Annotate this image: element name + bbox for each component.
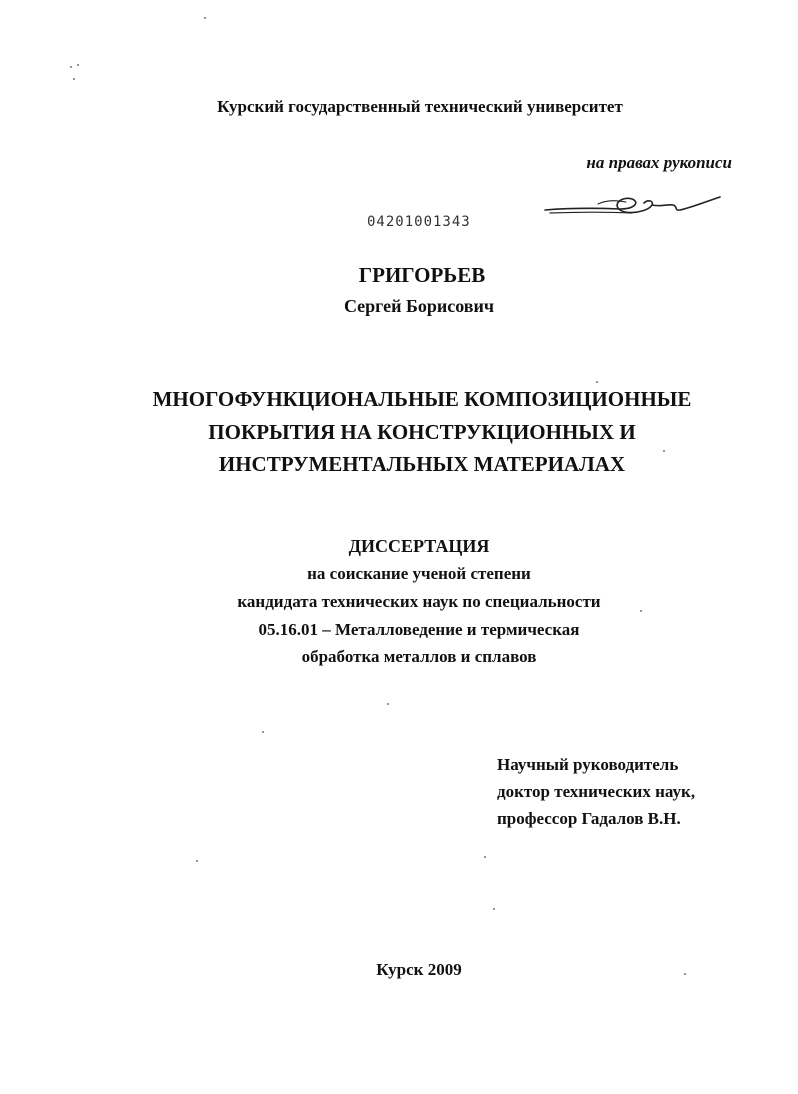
scan-speck [204,17,206,19]
title-line-2: ПОКРЫТИЯ НА КОНСТРУКЦИОННЫХ И [208,420,636,444]
title-line-3: ИНСТРУМЕНТАЛЬНЫХ МАТЕРИАЛАХ [218,452,626,476]
university-name: Курский государственный технический университет [217,97,623,116]
scan-speck [196,860,198,862]
dissertation-heading: ДИССЕРТАЦИЯ [348,536,490,556]
scan-speck [73,78,75,80]
scan-speck [596,381,598,383]
scan-speck [70,66,72,68]
degree-line-4: обработка металлов и сплавов [301,647,537,666]
author-surname: ГРИГОРЬЕВ [358,263,486,287]
scan-speck [663,450,665,452]
scan-speck [493,908,495,910]
scan-speck [640,610,642,612]
supervisor-line-2: доктор технических наук, [497,782,696,801]
document-number: 04201001343 [367,214,471,230]
supervisor-line-3: профессор Гадалов В.Н. [497,809,681,828]
degree-line-2: кандидата технических наук по специальности [237,592,601,611]
scan-speck [77,64,79,66]
title-line-1: МНОГОФУНКЦИОНАЛЬНЫЕ КОМПОЗИЦИОННЫЕ [152,387,692,411]
scan-speck [684,973,686,975]
rights-notice: на правах рукописи [586,153,732,172]
supervisor-line-1: Научный руководитель [497,755,679,774]
scan-speck [262,731,264,733]
city-year: Курск 2009 [376,960,462,979]
author-given-name: Сергей Борисович [343,296,495,316]
degree-line-3: 05.16.01 – Металловедение и термическая [258,620,580,639]
signature-mark [540,188,730,220]
scan-speck [484,856,486,858]
scan-speck [387,703,389,705]
degree-line-1: на соискание ученой степени [307,564,531,583]
